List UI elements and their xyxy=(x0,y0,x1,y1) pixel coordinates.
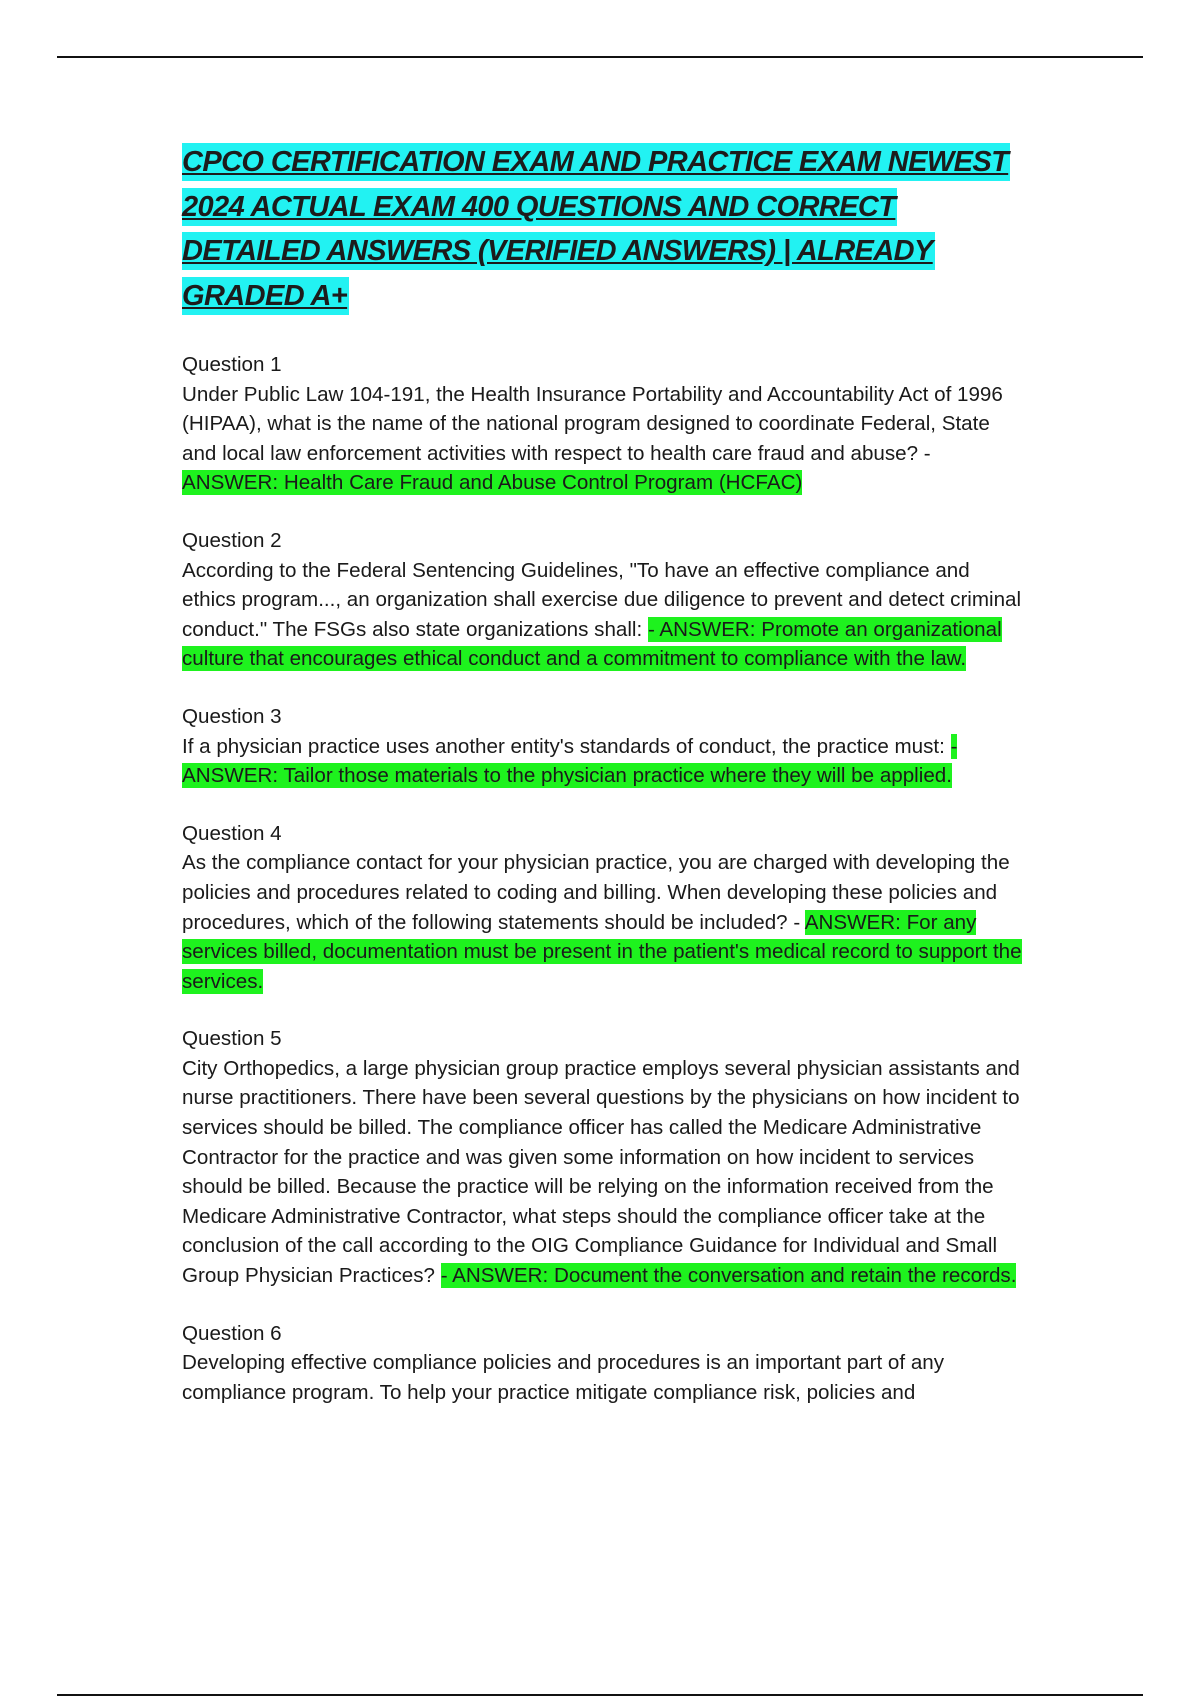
question-label: Question 2 xyxy=(182,528,282,552)
question-block-2 xyxy=(182,526,1022,674)
answer-highlight: - ANSWER: Promote an organizational culture that encourages ethical conduct and a commitment to compliance with the law. xyxy=(182,617,1002,671)
question-text: Under Public Law 104-191, the Health Insurance Portability and Accountability Act of 1996 (HIPAA), what is the name of the national program designed to coordinate Federal, State and local law enforcement activities with respect to health care fraud and abuse? - xyxy=(182,382,1003,465)
question-label: Question 4 xyxy=(182,821,282,845)
question-label: Question 5 xyxy=(182,1027,282,1051)
answer-highlight: ANSWER: Health Care Fraud and Abuse Control Program (HCFAC) xyxy=(182,471,803,495)
answer-highlight: ANSWER: For any services billed, documentation must be present in the patient's medical record to support the services. xyxy=(182,910,1022,993)
question-text: As the compliance contact for your physician practice, you are charged with developing the policies and procedures related to coding and billing. When developing these policies and procedures, which of the following statements should be included? - xyxy=(182,851,1010,934)
question-block-4 xyxy=(182,819,1022,997)
question-block-5 xyxy=(182,1024,1022,1290)
question-block-3 xyxy=(182,702,1022,791)
answer-highlight: - ANSWER: Tailor those materials to the physician practice where they will be applied. xyxy=(182,734,958,788)
question-text: If a physician practice uses another entity's standards of conduct, the practice must: xyxy=(182,734,951,758)
document-title xyxy=(182,140,1022,318)
title-highlight: CPCO CERTIFICATION EXAM AND PRACTICE EXAM NEWEST 2024 ACTUAL EXAM 400 QUESTIONS AND CORRECT DETAILED ANSWERS (VERIFIED ANSWERS) | ALREADY GRADED A+ xyxy=(182,143,1010,315)
bottom-rule xyxy=(57,1694,1143,1696)
question-text: City Orthopedics, a large physician group practice employs several physician assistants and nurse practitioners. There have been several questions by the physicians on how incident to services should be billed. The compliance officer has called the Medicare Administrative Contractor for the practice and was given some information on how incident to services should be billed. Because the practice will be relying on the information received from the Medicare Administrative Contractor, what steps should the compliance officer take at the conclusion of the call according to the OIG Compliance Guidance for Individual and Small Group Physician Practices? xyxy=(182,1056,1020,1288)
question-label: Question 3 xyxy=(182,704,282,728)
question-text: According to the Federal Sentencing Guidelines, "To have an effective compliance and ethics program..., an organization shall exercise due diligence to prevent and detect criminal conduct." The FSGs also state organizations shall: xyxy=(182,558,1022,641)
top-rule xyxy=(57,56,1143,58)
question-block-6 xyxy=(182,1319,1022,1408)
question-label: Question 6 xyxy=(182,1321,282,1345)
question-block-1 xyxy=(182,350,1022,498)
question-label: Question 1 xyxy=(182,353,282,376)
question-text: Developing effective compliance policies and procedures is an important part of any compliance program. To help your practice mitigate compliance risk, policies and xyxy=(182,1351,945,1404)
answer-highlight: - ANSWER: Document the conversation and retain the records. xyxy=(440,1264,1017,1288)
document-body xyxy=(182,140,1022,1435)
